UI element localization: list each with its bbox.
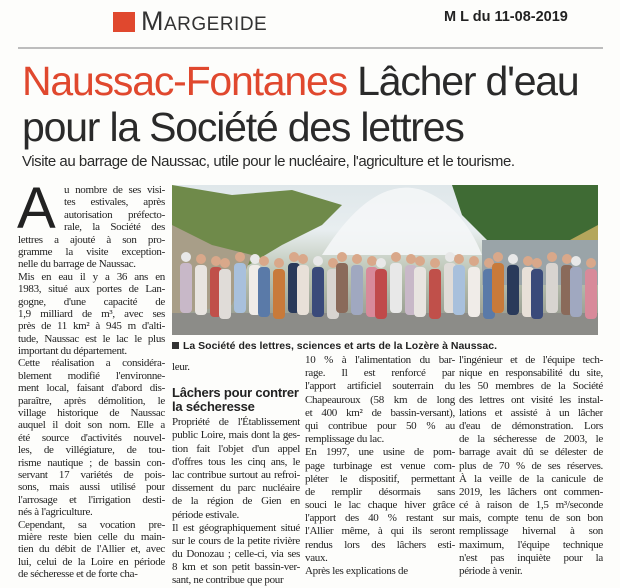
- person-body: [414, 267, 426, 317]
- text-line: qui contribue pour 50 % au: [305, 419, 455, 432]
- text-line: leur.: [172, 361, 190, 373]
- person-body: [375, 269, 387, 319]
- text-line: n'est pas inquiète pour la: [459, 551, 603, 564]
- text-line: lations et assisté à un lâcher: [459, 406, 603, 419]
- text-line: gogne, d'une capacité de: [18, 295, 165, 308]
- person-head: [289, 252, 299, 262]
- heading-line: Lâchers pour contrer: [172, 385, 299, 401]
- text-line: mais, compte tenu de son bon: [459, 512, 603, 525]
- text-line: 10 % à l'alimentation du bar-: [305, 354, 455, 366]
- person-body: [219, 269, 231, 319]
- person-head: [469, 256, 479, 266]
- text-line: du Donozau ; celle-ci, via ses: [172, 548, 300, 561]
- text-line: risme nautique ; de bassin con-: [18, 456, 165, 469]
- text-line: rage. Il est renforcé par: [305, 367, 455, 380]
- text-line: lui, celui de la Loire en période: [18, 555, 165, 568]
- person-head: [586, 258, 596, 268]
- text-line: rale, la Société des: [64, 221, 165, 234]
- text-line: Après les explications de: [305, 565, 408, 577]
- text-line: période estivale.: [172, 508, 239, 521]
- person-head: [313, 256, 323, 266]
- column-2-body: [172, 416, 300, 587]
- person-body: [273, 269, 285, 319]
- text-line: lac contribue surtout au refroi-: [172, 468, 300, 481]
- caption-square-icon: [172, 342, 179, 349]
- person-body: [312, 267, 324, 317]
- header-divider: [18, 47, 603, 49]
- person-head: [508, 254, 518, 264]
- text-line: Chapeauroux (58 km de long: [305, 393, 455, 406]
- person-body: [468, 267, 480, 317]
- text-line: blement modifié l'environne-: [18, 369, 165, 382]
- person-head: [391, 252, 401, 262]
- text-line: des lettres ont visité les instal-: [459, 393, 603, 406]
- person-head: [376, 258, 386, 268]
- rubric-square-icon: [113, 12, 135, 32]
- person-head: [211, 256, 221, 266]
- text-line: Mis en eau il y a 36 ans en: [18, 270, 165, 283]
- text-line: gramme la visite exception-: [18, 245, 165, 258]
- person-head: [532, 258, 542, 268]
- text-line: Cette réalisation a considéra-: [18, 357, 165, 370]
- person-head: [562, 254, 572, 264]
- person-body: [297, 265, 309, 315]
- person-body: [429, 269, 441, 319]
- text-line: u nombre de ses visi-: [64, 184, 165, 196]
- text-line: l'Allier même, à qui ils seront: [305, 525, 455, 538]
- text-line: village historique de Naussac: [18, 407, 165, 420]
- person-head: [298, 254, 308, 264]
- text-line: maximum, l'équipe technique: [459, 538, 603, 551]
- person-body: [507, 265, 519, 315]
- person-head: [454, 254, 464, 264]
- person-head: [493, 252, 503, 262]
- text-line: tude, Naussac est le lac le plus: [18, 332, 165, 345]
- text-line: nelle du barrage de Naussac.: [18, 258, 136, 271]
- text-line: Il est géographiquement situé: [172, 521, 300, 534]
- text-line: public Loire, mais dont la ges-: [172, 429, 300, 442]
- text-line: dissement du parc nucléaire: [172, 482, 300, 495]
- headline-text: Lâcher d'eau: [357, 58, 579, 104]
- text-line: l'ingénieur et de l'équipe tech-: [459, 354, 603, 366]
- text-line: l'apport des 40 % restant sur: [305, 512, 455, 525]
- text-line: l'apport artificiel souterrain du: [305, 380, 455, 393]
- person-head: [235, 252, 245, 262]
- person-head: [259, 256, 269, 266]
- article-column-1: [18, 184, 165, 581]
- person-head: [196, 254, 206, 264]
- person-head: [274, 258, 284, 268]
- text-line: sant, ne contribue que pour: [172, 574, 284, 587]
- text-line: 8 km et son petit bassin-ver-: [172, 561, 300, 574]
- person-body: [195, 265, 207, 315]
- heading-line: la sécheresse: [172, 399, 255, 415]
- person-body: [351, 265, 363, 315]
- person-body: [336, 263, 348, 313]
- text-line: souci le lac chaque hiver grâce: [305, 499, 455, 512]
- text-line: pléter le dispositif, permettant: [305, 472, 455, 485]
- text-line: nés à l'agriculture.: [18, 506, 93, 519]
- drop-cap: A: [17, 182, 56, 236]
- person-body: [570, 267, 582, 317]
- person-head: [547, 252, 557, 262]
- article-column-4: [459, 354, 603, 578]
- text-line: les 50 membres de la Société: [459, 380, 603, 393]
- person-head: [406, 254, 416, 264]
- person-head: [415, 256, 425, 266]
- text-line: page turbinage est venue com-: [305, 459, 455, 472]
- person-body: [585, 269, 597, 319]
- text-line: Cependant, sa vocation pre-: [18, 518, 165, 531]
- headline-line-1: [22, 58, 579, 104]
- text-line: Propriété de l'Établissement: [172, 416, 300, 429]
- text-line: tes estivales, après: [64, 196, 165, 209]
- person-body: [390, 263, 402, 313]
- text-line: tion fait l'objet d'un appel: [172, 442, 300, 455]
- person-body: [234, 263, 246, 313]
- text-line: cé à raison de 1,5 m³/seconde: [459, 499, 603, 512]
- text-line: de la région de Gien en: [172, 495, 300, 508]
- text-line: l'arrosage et l'irrigation desti-: [18, 493, 165, 506]
- person-head: [352, 254, 362, 264]
- text-line: et 400 km² de bassin-versant),: [305, 406, 455, 419]
- subtitle: Visite au barrage de Naussac, utile pour le nucléaire, l'agriculture et le tourisme.: [22, 153, 515, 170]
- person-head: [523, 256, 533, 266]
- caption-text: La Société des lettres, sciences et arts de la Lozère à Naussac.: [183, 340, 497, 352]
- person-head: [445, 252, 455, 262]
- text-line: sur le cours de la petite rivière: [172, 534, 300, 547]
- text-line: près de 11 km² à 945 m d'alti-: [18, 320, 165, 333]
- text-line: important du département.: [18, 345, 127, 358]
- text-line: plus de 70 % de ses réserves.: [459, 459, 603, 472]
- text-line: tien du débit de l'Allier et, avec: [18, 543, 165, 556]
- person-body: [492, 263, 504, 313]
- text-line: nique en responsabilité du site,: [459, 367, 603, 380]
- text-line: d'eau de démonstration. Lors: [459, 419, 603, 432]
- section-rubric: Margeride: [141, 6, 268, 36]
- text-line: mière reste bien celle du main-: [18, 530, 165, 543]
- article-column-3: [305, 354, 455, 578]
- text-line: les, de villégiature, de tou-: [18, 444, 165, 457]
- text-line: été source d'activités nouvel-: [18, 431, 165, 444]
- text-line: 1,9 milliard de m³, avec ses: [18, 307, 165, 320]
- group-photo: [172, 185, 598, 335]
- person-head: [220, 258, 230, 268]
- text-line: de remplir désormais sans: [305, 485, 455, 498]
- text-line: 2019, les lâchers ont commen-: [459, 485, 603, 498]
- person-body: [180, 263, 192, 313]
- person-body: [453, 265, 465, 315]
- person-head: [571, 256, 581, 266]
- text-line: auquel il doit son nom. Elle a: [18, 419, 165, 432]
- text-line: ment local, faisant d'abord dis-: [18, 382, 165, 395]
- article-column-2: [172, 361, 300, 588]
- text-line: En 1997, une usine de pom-: [305, 446, 455, 459]
- text-line: lettres a ajouté à son pro-: [18, 233, 165, 246]
- person-body: [546, 263, 558, 313]
- person-body: [258, 267, 270, 317]
- text-line: barrage avait dû se délester de: [459, 446, 603, 459]
- headline-place: Naussac-Fontanes: [22, 58, 347, 104]
- text-line: remplissage hivernal à son: [459, 525, 603, 538]
- person-head: [367, 256, 377, 266]
- text-line: de la sécheresse de 2003, le: [459, 433, 603, 446]
- publication-date: M L du 11-08-2019: [444, 9, 568, 25]
- text-line: À la veille de la canicule de: [459, 472, 603, 485]
- section-heading: [172, 386, 300, 414]
- photo-caption: [172, 340, 497, 352]
- text-line: paraître, après démolition, le: [18, 394, 165, 407]
- text-line: rendus lors des lâchers esti-: [305, 538, 455, 551]
- person-body: [531, 269, 543, 319]
- group-photo-illustration: [172, 185, 598, 335]
- text-line: période à venir.: [459, 565, 523, 577]
- text-line: 1983, situé aux portes de Lan-: [18, 283, 165, 296]
- person-head: [337, 252, 347, 262]
- text-line: sons, mais aussi utilisé pour: [18, 481, 165, 494]
- text-line: d'offres tous les cinq ans, le: [172, 455, 300, 468]
- person-head: [430, 258, 440, 268]
- text-line: vaux.: [305, 551, 328, 564]
- text-line: remplissage du lac.: [305, 433, 384, 446]
- text-line: servant 17 variétés de pois-: [18, 468, 165, 481]
- person-head: [181, 252, 191, 262]
- text-line: autorisation préfecto-: [64, 208, 165, 221]
- text-line: de sécheresse et de forte cha-: [18, 568, 138, 581]
- headline-line-2: pour la Société des lettres: [22, 104, 464, 150]
- person-head: [250, 254, 260, 264]
